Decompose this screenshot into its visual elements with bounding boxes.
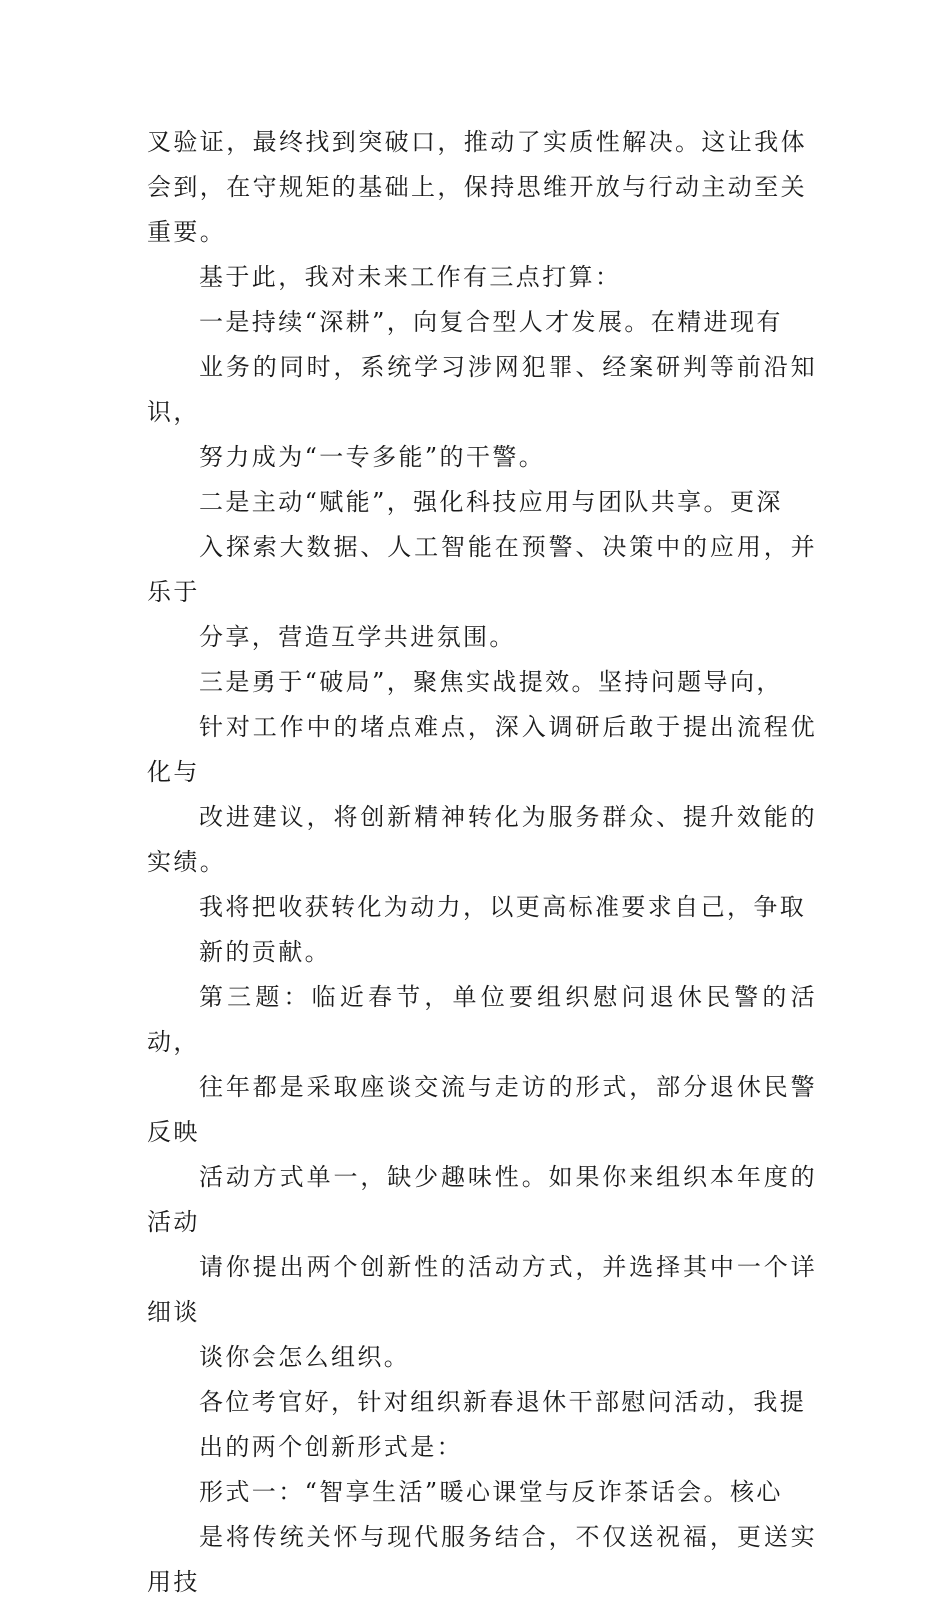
- text-line: 一是持续“深耕”，向复合型人才发展。在精进现有: [199, 308, 783, 336]
- text-line: 二是主动“赋能”，强化科技应用与团队共享。更深: [199, 488, 783, 516]
- document-body: [147, 120, 817, 1605]
- text-line: 重要。: [147, 218, 227, 246]
- text-line: 三是勇于“破局”，聚焦实战提效。坚持问题导向，: [199, 668, 783, 696]
- paragraph: [147, 1470, 817, 1605]
- text-line: 基于此，我对未来工作有三点打算：: [199, 263, 622, 291]
- text-line: 形式一：“智享生活”暖心课堂与反诈茶话会。核心: [199, 1478, 783, 1506]
- text-line: 努力成为“一专多能”的干警。: [199, 443, 546, 471]
- paragraph: [147, 480, 817, 660]
- text-line: 叉验证，最终找到突破口，推动了实质性解决。这让我体: [147, 128, 807, 156]
- text-line: 会到，在守规矩的基础上，保持思维开放与行动主动至关: [147, 173, 807, 201]
- text-line: 针对工作中的堵点难点，深入调研后敢于提出流程优化与: [147, 713, 817, 786]
- text-line: 业务的同时，系统学习涉网犯罪、经案研判等前沿知识，: [147, 353, 817, 426]
- paragraph: [147, 660, 817, 885]
- text-line: 各位考官好，针对组织新春退休干部慰问活动，我提: [199, 1388, 807, 1416]
- paragraph: [147, 120, 817, 255]
- paragraph: [147, 300, 817, 480]
- text-line: 是将传统关怀与现代服务结合，不仅送祝福，更送实用技: [147, 1523, 817, 1596]
- paragraph: [147, 1380, 817, 1470]
- paragraph: [147, 255, 817, 300]
- text-line: 出的两个创新形式是：: [199, 1433, 463, 1461]
- paragraph: [147, 885, 817, 975]
- paragraph: [147, 975, 817, 1380]
- text-line: 我将把收获转化为动力，以更高标准要求自己，争取: [199, 893, 807, 921]
- text-line: 谈你会怎么组织。: [199, 1343, 411, 1371]
- text-line: 改进建议，将创新精神转化为服务群众、提升效能的实绩。: [147, 803, 817, 876]
- text-line: 分享，营造互学共进氛围。: [199, 623, 516, 651]
- text-line: 第三题：临近春节，单位要组织慰问退休民警的活动，: [147, 983, 817, 1056]
- text-line: 活动方式单一，缺少趣味性。如果你来组织本年度的活动: [147, 1163, 817, 1236]
- text-line: 往年都是采取座谈交流与走访的形式，部分退休民警反映: [147, 1073, 817, 1146]
- text-line: 新的贡献。: [199, 938, 331, 966]
- text-line: 请你提出两个创新性的活动方式，并选择其中一个详细谈: [147, 1253, 817, 1326]
- text-line: 入探索大数据、人工智能在预警、决策中的应用，并乐于: [147, 533, 817, 606]
